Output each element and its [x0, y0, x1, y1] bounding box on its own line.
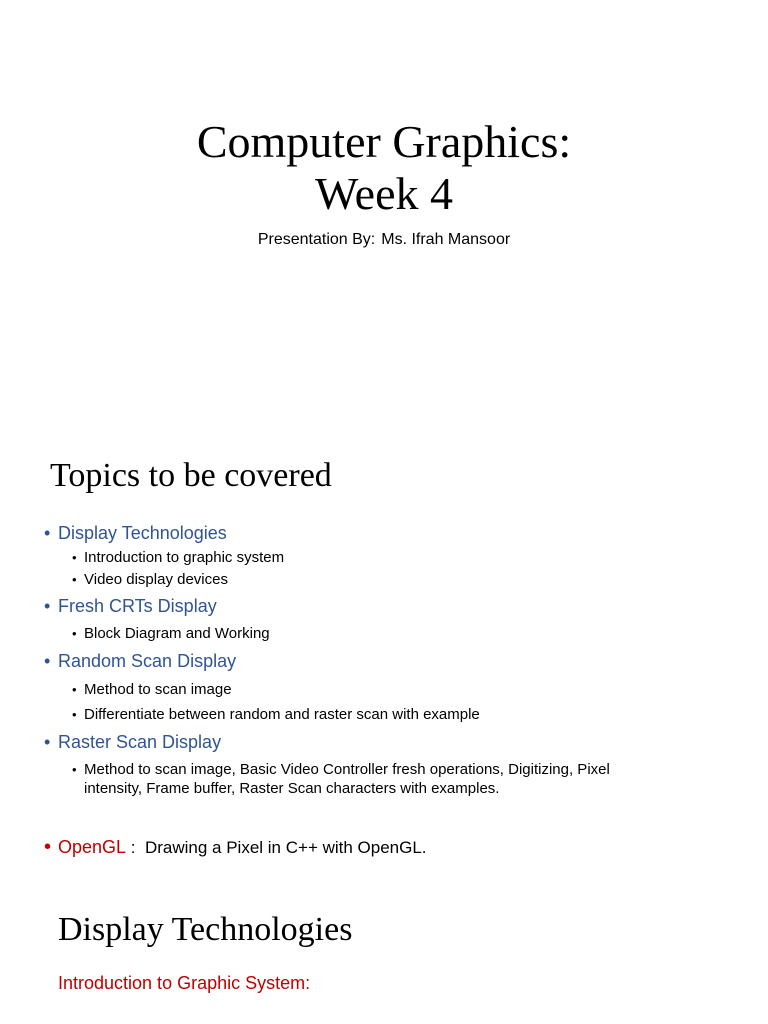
presenter-credit: [0, 230, 768, 250]
opengl-topic: [44, 836, 427, 859]
display-heading: Display Technologies: [58, 911, 353, 948]
bullet-icon: •: [72, 682, 77, 697]
display-technologies-slide: [0, 890, 768, 1024]
bullet-icon: •: [72, 626, 77, 641]
section-display-technologies: [44, 522, 227, 544]
bullet-icon: •: [72, 707, 77, 722]
list-item: • Video display devices: [72, 571, 228, 588]
section-raster-scan-display: [44, 731, 222, 753]
section-title: Fresh CRTs Display: [58, 596, 217, 616]
display-subheading: Introduction to Graphic System:: [58, 973, 311, 993]
presenter-label: Presentation By:: [257, 231, 376, 248]
title-line-1: Computer Graphics:: [196, 116, 572, 167]
bullet-icon: •: [72, 572, 77, 587]
bullet-icon: •: [44, 732, 51, 752]
title-slide: [0, 0, 768, 420]
opengl-separator: :: [126, 838, 145, 857]
bullet-icon: •: [44, 596, 51, 616]
section-title: Raster Scan Display: [58, 732, 222, 752]
opengl-keyword: OpenGL: [58, 837, 127, 857]
section-fresh-crts-display: [44, 595, 217, 617]
list-item: • Method to scan image, Basic Video Controller fresh operations, Digitizing, Pixel intensity, Frame buffer, Raster Scan characters with examples.: [72, 761, 610, 797]
topics-heading: Topics to be covered: [50, 457, 332, 494]
opengl-description: Drawing a Pixel in C++ with OpenGL.: [144, 838, 427, 857]
section-title: Random Scan Display: [58, 651, 237, 671]
presenter-name: Ms. Ifrah Mansoor: [381, 231, 511, 248]
topics-slide: [0, 420, 768, 890]
bullet-icon: •: [72, 762, 77, 777]
title-line-2: Week 4: [314, 168, 454, 219]
bullet-icon: •: [44, 523, 51, 543]
list-item: • Introduction to graphic system: [72, 549, 285, 566]
list-item: • Differentiate between random and raster scan with example: [72, 706, 480, 723]
bullet-icon: •: [72, 550, 77, 565]
bullet-icon: •: [44, 651, 51, 671]
list-item: • Block Diagram and Working: [72, 625, 270, 642]
section-title: Display Technologies: [58, 523, 227, 543]
slide-title: [0, 116, 768, 220]
list-item: • Method to scan image: [72, 681, 232, 698]
section-random-scan-display: [44, 650, 237, 672]
bullet-icon: •: [44, 836, 52, 858]
